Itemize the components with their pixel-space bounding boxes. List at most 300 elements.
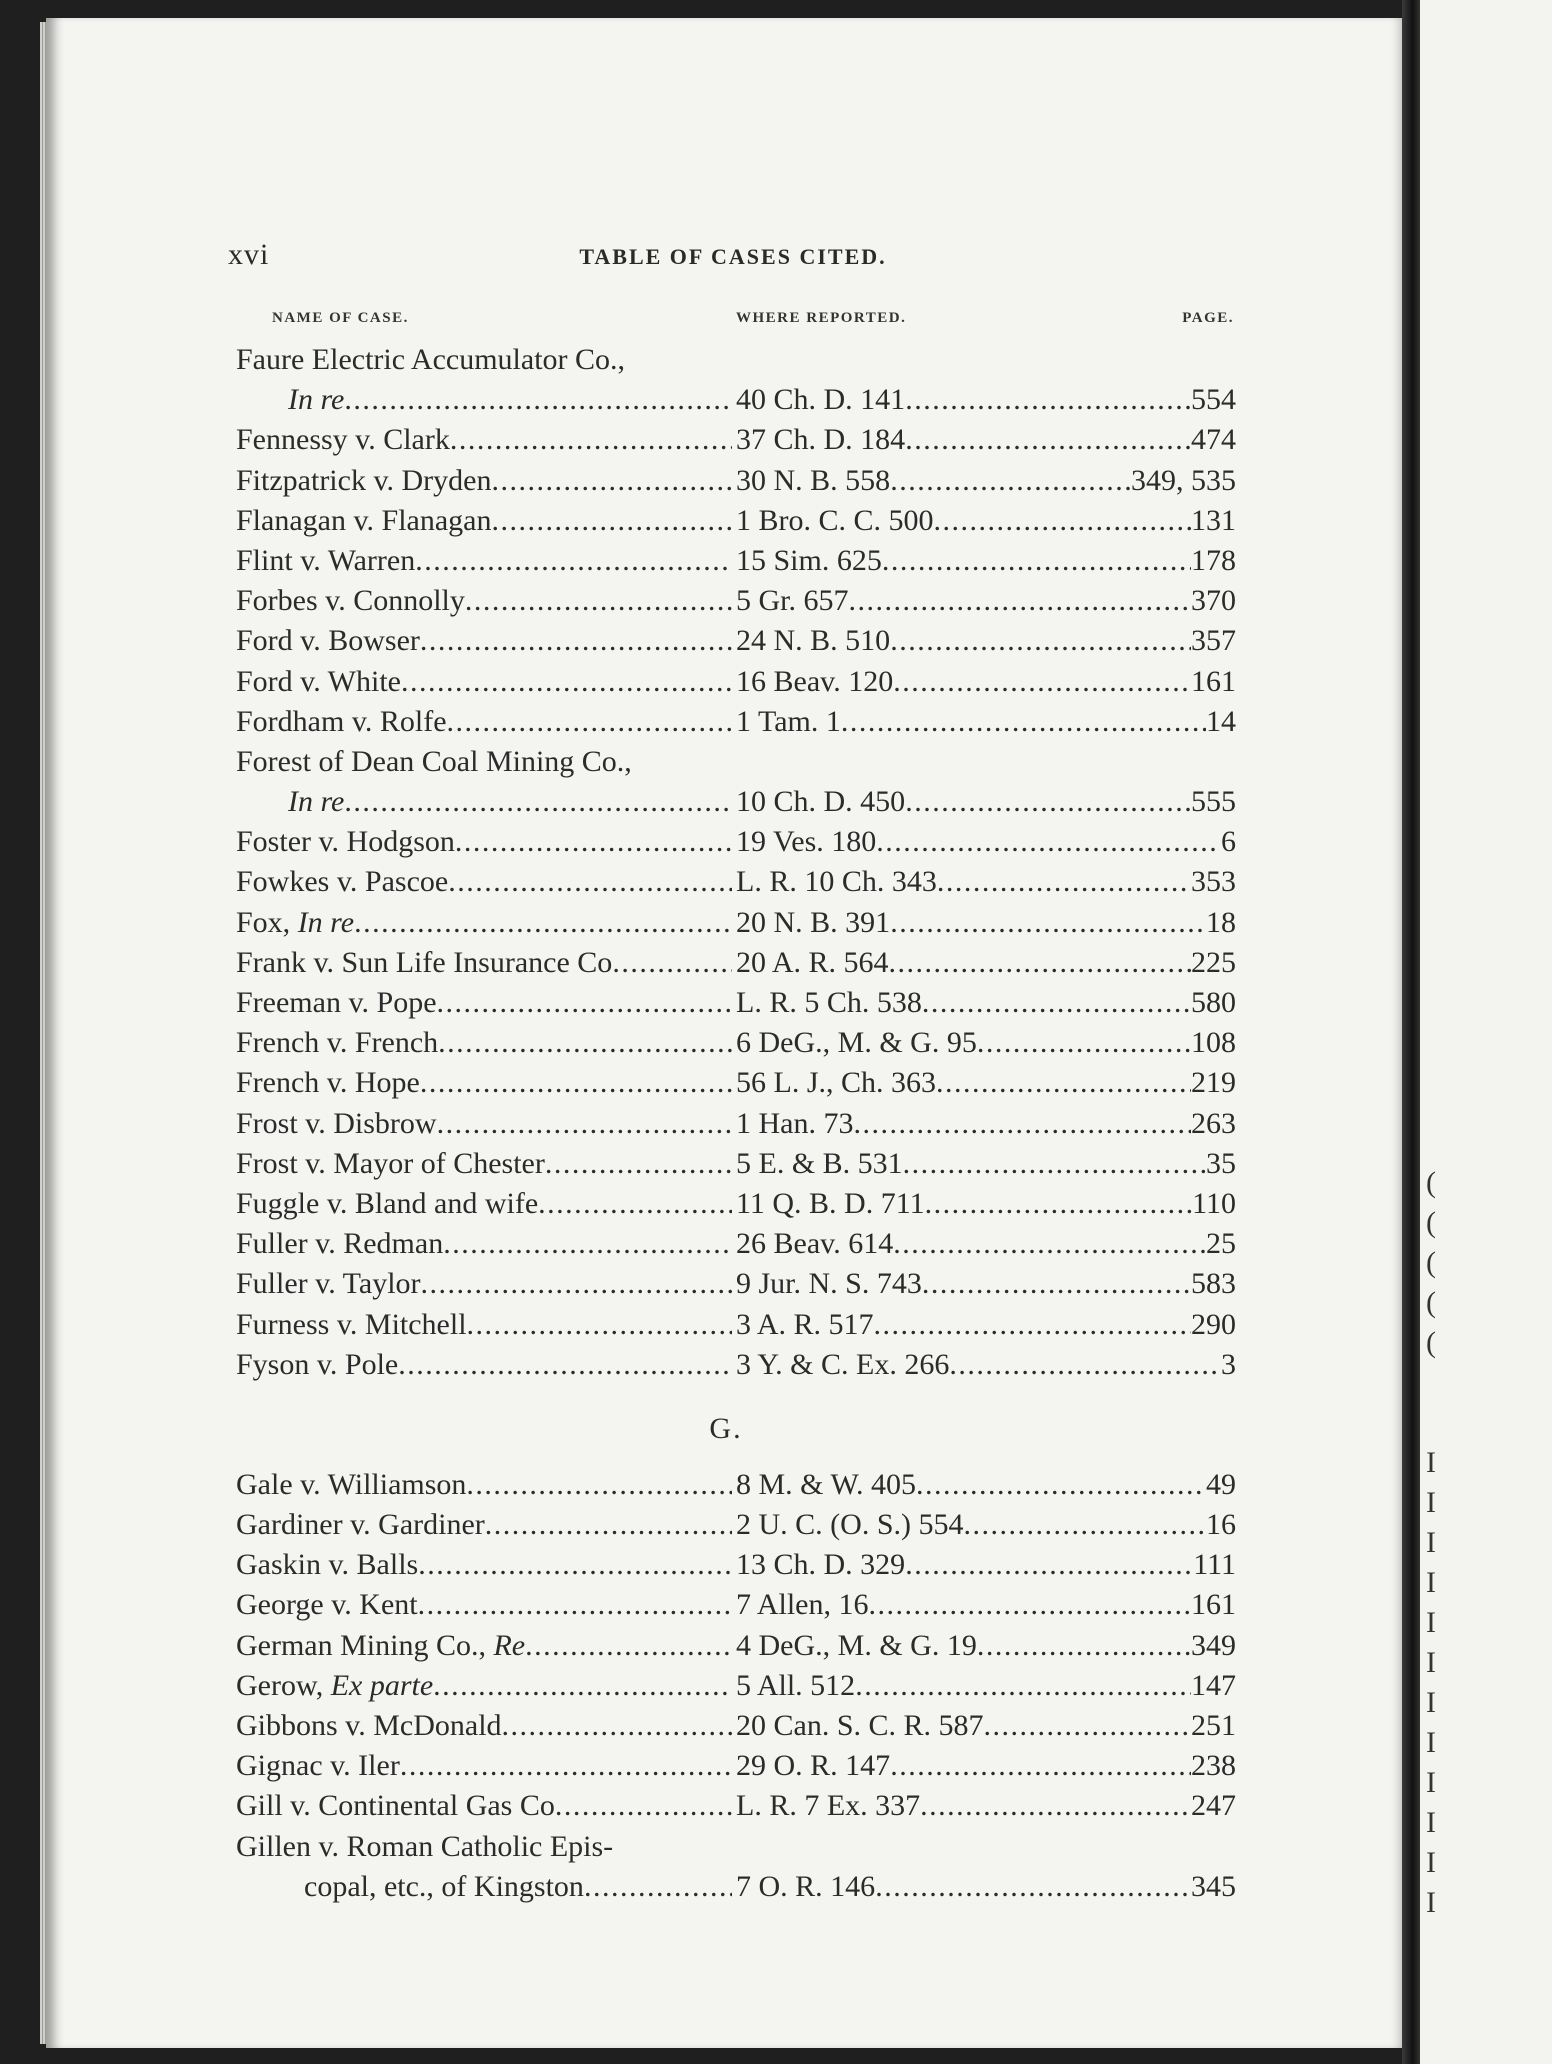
table-row bbox=[236, 1867, 1236, 1907]
case-name-roman: George v. Kent bbox=[236, 1588, 418, 1622]
leader-dots bbox=[418, 1585, 732, 1625]
where-reported-text: 40 Ch. D. 141 bbox=[736, 383, 906, 417]
case-name-text bbox=[236, 420, 450, 460]
where-reported-text: 13 Ch. D. 329 bbox=[736, 1548, 906, 1582]
page-number: 6 bbox=[1221, 825, 1236, 859]
facing-fragment: I bbox=[1426, 1486, 1436, 1519]
leader-dots bbox=[890, 903, 1206, 943]
page-number: 49 bbox=[1206, 1467, 1236, 1501]
leader-dots bbox=[937, 862, 1191, 902]
case-name bbox=[236, 862, 732, 902]
case-name-roman: Gerow, bbox=[236, 1668, 331, 1702]
facing-fragment: ( bbox=[1426, 1246, 1436, 1279]
case-name-text bbox=[236, 862, 448, 902]
case-name-text bbox=[236, 461, 491, 501]
case-name-roman: Gill v. Continental Gas Co bbox=[236, 1789, 555, 1823]
facing-fragment: ( bbox=[1426, 1326, 1436, 1359]
case-name-roman: Fox, bbox=[236, 905, 298, 939]
leader-dots bbox=[455, 822, 732, 862]
leader-dots bbox=[400, 1746, 732, 1786]
case-name-text bbox=[236, 702, 447, 742]
leader-dots bbox=[905, 420, 1191, 460]
table-row bbox=[236, 1345, 1236, 1385]
where-reported-text: 56 L. J., Ch. 363 bbox=[736, 1066, 937, 1100]
page-number: 35 bbox=[1206, 1146, 1236, 1180]
section-letter bbox=[236, 1385, 1236, 1465]
where-reported bbox=[732, 1505, 1236, 1545]
case-name-text bbox=[236, 581, 465, 621]
column-heading-name: NAME OF CASE. bbox=[272, 310, 409, 326]
case-name-italic: In re bbox=[288, 785, 345, 819]
leader-dots bbox=[545, 1144, 732, 1184]
leader-dots bbox=[893, 662, 1191, 702]
leader-dots bbox=[438, 1023, 732, 1063]
case-name bbox=[236, 822, 732, 862]
case-table bbox=[236, 340, 1236, 1907]
where-reported-text: 5 E. & B. 531 bbox=[736, 1146, 903, 1180]
table-row bbox=[236, 621, 1236, 661]
leader-dots bbox=[491, 501, 732, 541]
where-reported bbox=[732, 782, 1236, 822]
case-name bbox=[236, 1666, 732, 1706]
case-name-roman: Fyson v. Pole bbox=[236, 1347, 399, 1381]
table-row bbox=[236, 983, 1236, 1023]
where-reported-text: 20 A. R. 564 bbox=[736, 945, 889, 979]
table-row bbox=[236, 1184, 1236, 1224]
where-reported bbox=[732, 541, 1236, 581]
case-name-text bbox=[236, 1545, 418, 1585]
leader-dots bbox=[344, 782, 732, 822]
leader-dots bbox=[421, 1264, 732, 1304]
case-name-roman: Fuller v. Redman bbox=[236, 1227, 444, 1261]
table-row bbox=[236, 943, 1236, 983]
case-name-roman: Fordham v. Rolfe bbox=[236, 704, 447, 738]
where-reported-text: L. R. 7 Ex. 337 bbox=[736, 1789, 921, 1823]
where-reported-text: 20 Can. S. C. R. 587 bbox=[736, 1709, 984, 1742]
leader-dots bbox=[525, 1626, 732, 1666]
leader-dots bbox=[903, 1144, 1206, 1184]
case-name-text bbox=[236, 380, 344, 420]
case-name bbox=[236, 1867, 732, 1907]
case-name-roman: French v. Hope bbox=[236, 1066, 420, 1100]
case-name bbox=[236, 621, 732, 661]
table-row bbox=[236, 862, 1236, 902]
case-name-roman: Flint v. Warren bbox=[236, 543, 416, 577]
where-reported-text: 4 DeG., M. & G. 19 bbox=[736, 1628, 977, 1662]
where-reported bbox=[732, 1264, 1236, 1304]
leader-dots bbox=[398, 1345, 732, 1385]
case-name bbox=[236, 541, 732, 581]
page-number: 353 bbox=[1191, 865, 1236, 899]
leader-dots bbox=[889, 943, 1191, 983]
page-number: 16 bbox=[1206, 1508, 1236, 1542]
where-reported bbox=[732, 822, 1236, 862]
where-reported-text: 37 Ch. D. 184 bbox=[736, 423, 906, 457]
book-gutter bbox=[1402, 0, 1420, 2064]
case-name-text bbox=[236, 903, 354, 943]
case-name bbox=[236, 943, 732, 983]
leader-dots bbox=[905, 1545, 1193, 1585]
folio: xvi bbox=[228, 238, 270, 271]
page-number: 554 bbox=[1191, 383, 1236, 417]
case-name-roman: Ford v. Bowser bbox=[236, 624, 420, 658]
case-name-text bbox=[236, 1224, 443, 1264]
case-name-roman: Gale v. Williamson bbox=[236, 1467, 467, 1501]
where-reported-text: 20 N. B. 391 bbox=[736, 905, 891, 939]
where-reported bbox=[732, 501, 1236, 541]
where-reported-text: 2 U. C. (O. S.) 554 bbox=[736, 1508, 964, 1542]
table-row bbox=[236, 1023, 1236, 1063]
where-reported-text: 5 Gr. 657 bbox=[736, 584, 849, 618]
case-name-text bbox=[236, 983, 437, 1023]
case-name-roman: Gardiner v. Gardiner bbox=[236, 1508, 485, 1542]
leader-dots bbox=[920, 1786, 1191, 1826]
page-number: 178 bbox=[1191, 543, 1236, 577]
where-reported bbox=[732, 1545, 1236, 1585]
facing-fragment: I bbox=[1426, 1846, 1436, 1879]
leader-dots bbox=[934, 501, 1191, 541]
page-number: 345 bbox=[1191, 1869, 1236, 1903]
case-name-roman: French v. French bbox=[236, 1026, 439, 1060]
leader-dots bbox=[977, 1023, 1191, 1063]
case-name-text bbox=[236, 1505, 485, 1545]
where-reported bbox=[732, 702, 1236, 742]
case-name-text bbox=[236, 943, 612, 983]
where-reported bbox=[732, 943, 1236, 983]
where-reported bbox=[732, 1305, 1236, 1345]
leader-dots bbox=[890, 621, 1191, 661]
where-reported bbox=[732, 1706, 1236, 1746]
where-reported-text: 7 O. R. 146 bbox=[736, 1869, 876, 1903]
case-name-roman: Furness v. Mitchell bbox=[236, 1307, 467, 1341]
table-row bbox=[236, 1505, 1236, 1545]
leader-dots bbox=[922, 983, 1191, 1023]
case-name-text bbox=[236, 1786, 555, 1826]
table-row bbox=[236, 1224, 1236, 1264]
page-number: 110 bbox=[1192, 1186, 1236, 1220]
page-number: 14 bbox=[1206, 704, 1236, 738]
case-name-text bbox=[236, 340, 625, 380]
case-name-text bbox=[236, 1184, 538, 1224]
case-name bbox=[236, 1144, 732, 1184]
case-name-text bbox=[236, 1626, 525, 1666]
leader-dots bbox=[450, 420, 732, 460]
facing-fragment: I bbox=[1426, 1726, 1436, 1759]
leader-dots bbox=[401, 662, 732, 702]
case-name-italic: Ex parte bbox=[330, 1668, 434, 1702]
table-row bbox=[236, 1104, 1236, 1144]
case-name-roman: Fuggle v. Bland and wife bbox=[236, 1186, 539, 1220]
table-row bbox=[236, 1786, 1236, 1826]
leader-dots bbox=[448, 862, 732, 902]
case-name-text bbox=[236, 1305, 467, 1345]
leader-dots bbox=[876, 822, 1216, 862]
table-row bbox=[236, 1827, 1236, 1867]
table-row bbox=[236, 1585, 1236, 1625]
leader-dots bbox=[584, 1867, 732, 1907]
facing-fragment: ( bbox=[1426, 1166, 1436, 1199]
case-name-roman: Forest of Dean Coal Mining Co., bbox=[236, 744, 632, 778]
leader-dots bbox=[465, 581, 732, 621]
case-name bbox=[236, 983, 732, 1023]
case-name bbox=[236, 702, 732, 742]
case-name-text bbox=[236, 1144, 545, 1184]
case-name bbox=[236, 1305, 732, 1345]
case-name-text bbox=[236, 1465, 466, 1505]
column-heading-page: PAGE. bbox=[1182, 310, 1234, 326]
table-row bbox=[236, 541, 1236, 581]
leader-dots bbox=[855, 1666, 1191, 1706]
facing-fragment: I bbox=[1426, 1686, 1436, 1719]
leader-dots bbox=[344, 380, 732, 420]
page-number: 580 bbox=[1191, 986, 1236, 1019]
case-name-text bbox=[236, 621, 420, 661]
case-name-roman: Ford v. White bbox=[236, 664, 401, 698]
case-name bbox=[236, 1545, 732, 1585]
table-row bbox=[236, 420, 1236, 460]
facing-page bbox=[1420, 0, 1552, 2064]
case-name-roman: Foster v. Hodgson bbox=[236, 825, 455, 859]
table-row bbox=[236, 340, 1236, 380]
where-reported-text: L. R. 10 Ch. 343 bbox=[736, 865, 937, 899]
case-name bbox=[236, 1224, 732, 1264]
where-reported-text: 26 Beav. 614 bbox=[736, 1227, 894, 1261]
table-row bbox=[236, 702, 1236, 742]
where-reported bbox=[732, 1867, 1236, 1907]
case-name-italic: In re bbox=[297, 905, 355, 939]
case-name bbox=[236, 1063, 732, 1103]
facing-fragment: I bbox=[1426, 1886, 1436, 1919]
case-name-roman: Fowkes v. Pascoe bbox=[236, 865, 449, 899]
leader-dots bbox=[467, 1305, 732, 1345]
leader-dots bbox=[418, 1545, 732, 1585]
where-reported-text: 9 Jur. N. S. 743 bbox=[736, 1267, 922, 1301]
case-name-roman: Gaskin v. Balls bbox=[236, 1548, 419, 1582]
leader-dots bbox=[916, 1465, 1206, 1505]
case-name bbox=[236, 1345, 732, 1385]
leader-dots bbox=[925, 1184, 1192, 1224]
leader-dots bbox=[354, 903, 732, 943]
case-name-roman: Forbes v. Connolly bbox=[236, 584, 465, 618]
case-name bbox=[236, 1827, 732, 1867]
where-reported bbox=[732, 1666, 1236, 1706]
case-name-text bbox=[236, 1706, 502, 1746]
where-reported-text: 1 Tam. 1 bbox=[736, 704, 841, 738]
case-name-roman: German Mining Co., bbox=[236, 1628, 494, 1662]
where-reported-text: 1 Han. 73 bbox=[736, 1106, 854, 1140]
leader-dots bbox=[420, 621, 732, 661]
case-name-roman: Faure Electric Accumulator Co., bbox=[236, 343, 626, 376]
where-reported bbox=[732, 983, 1236, 1023]
leader-dots bbox=[443, 1224, 732, 1264]
where-reported-text: 6 DeG., M. & G. 95 bbox=[736, 1026, 977, 1060]
leader-dots bbox=[936, 1063, 1191, 1103]
case-name-roman: Fennessy v. Clark bbox=[236, 423, 450, 457]
table-row bbox=[236, 1264, 1236, 1304]
case-name-text bbox=[236, 742, 632, 782]
facing-fragment: I bbox=[1426, 1526, 1436, 1559]
case-name-italic: In re bbox=[288, 383, 345, 417]
case-name-roman: Flanagan v. Flanagan bbox=[236, 503, 492, 537]
case-name-text bbox=[236, 1666, 433, 1706]
page-number: 247 bbox=[1191, 1789, 1236, 1823]
where-reported bbox=[732, 1184, 1236, 1224]
table-row bbox=[236, 1746, 1236, 1786]
leader-dots bbox=[893, 1224, 1206, 1264]
case-name bbox=[236, 1585, 732, 1625]
page-number: 251 bbox=[1191, 1709, 1236, 1742]
where-reported bbox=[732, 1023, 1236, 1063]
case-name-roman: Fuller v. Taylor bbox=[236, 1267, 421, 1301]
case-name-text bbox=[236, 1264, 421, 1304]
page-number: 474 bbox=[1191, 423, 1236, 457]
page-number: 225 bbox=[1191, 945, 1236, 979]
where-reported bbox=[732, 380, 1236, 420]
page-number: 357 bbox=[1191, 624, 1236, 658]
case-name-text bbox=[236, 1585, 418, 1625]
page-header bbox=[228, 238, 1238, 278]
leader-dots bbox=[874, 1305, 1191, 1345]
table-row bbox=[236, 380, 1236, 420]
case-name bbox=[236, 1465, 732, 1505]
case-name-roman: Gibbons v. McDonald bbox=[236, 1709, 502, 1742]
page-number: 349, 535 bbox=[1131, 463, 1236, 497]
case-name-text bbox=[236, 1746, 400, 1786]
leader-dots bbox=[905, 782, 1191, 822]
leader-dots bbox=[964, 1505, 1206, 1545]
table-row bbox=[236, 1626, 1236, 1666]
leader-dots bbox=[949, 1345, 1216, 1385]
leader-dots bbox=[420, 1063, 732, 1103]
page-number: 555 bbox=[1191, 785, 1236, 819]
case-name bbox=[236, 903, 732, 943]
leader-dots bbox=[869, 1585, 1192, 1625]
where-reported bbox=[732, 1144, 1236, 1184]
case-name-text bbox=[236, 1023, 438, 1063]
case-name-roman: copal, etc., of Kingston bbox=[304, 1869, 584, 1903]
leader-dots bbox=[447, 702, 732, 742]
where-reported-text: 3 A. R. 517 bbox=[736, 1307, 874, 1341]
column-headings bbox=[268, 310, 1234, 334]
running-title: TABLE OF CASES CITED. bbox=[579, 244, 887, 269]
leader-dots bbox=[905, 380, 1191, 420]
page-number: 349 bbox=[1191, 1628, 1236, 1662]
page-number: 370 bbox=[1191, 584, 1236, 618]
table-row bbox=[236, 1305, 1236, 1345]
where-reported-text: 15 Sim. 625 bbox=[736, 543, 882, 577]
table-row bbox=[236, 1144, 1236, 1184]
where-reported bbox=[732, 1224, 1236, 1264]
facing-fragment: I bbox=[1426, 1646, 1436, 1679]
leader-dots bbox=[538, 1184, 732, 1224]
table-row bbox=[236, 782, 1236, 822]
case-name-text bbox=[236, 1063, 420, 1103]
leader-dots bbox=[555, 1786, 732, 1826]
facing-fragment: I bbox=[1426, 1766, 1436, 1799]
case-name bbox=[236, 1505, 732, 1545]
facing-fragment: I bbox=[1426, 1566, 1436, 1599]
column-heading-where: WHERE REPORTED. bbox=[736, 310, 907, 326]
leader-dots bbox=[433, 1666, 732, 1706]
leader-dots bbox=[977, 1626, 1191, 1666]
leader-dots bbox=[984, 1706, 1191, 1746]
where-reported-text: 8 M. & W. 405 bbox=[736, 1467, 917, 1501]
where-reported-text: 11 Q. B. D. 711 bbox=[736, 1186, 925, 1220]
facing-fragment: I bbox=[1426, 1606, 1436, 1639]
page-number: 111 bbox=[1193, 1548, 1236, 1582]
page-number: 219 bbox=[1191, 1066, 1236, 1100]
where-reported bbox=[732, 1746, 1236, 1786]
where-reported-text: 5 All. 512 bbox=[736, 1668, 856, 1702]
case-name-roman: Fitzpatrick v. Dryden bbox=[236, 463, 492, 497]
case-name bbox=[236, 1184, 732, 1224]
leader-dots bbox=[882, 541, 1191, 581]
case-name bbox=[236, 581, 732, 621]
leader-dots bbox=[612, 943, 732, 983]
case-name bbox=[236, 1264, 732, 1304]
leader-dots bbox=[437, 983, 732, 1023]
where-reported-text: 29 O. R. 147 bbox=[736, 1749, 891, 1783]
table-row bbox=[236, 1063, 1236, 1103]
where-reported bbox=[732, 581, 1236, 621]
case-name-text bbox=[236, 1345, 398, 1385]
table-row bbox=[236, 1666, 1236, 1706]
facing-fragment: ( bbox=[1426, 1286, 1436, 1319]
page-number: 25 bbox=[1206, 1227, 1236, 1261]
page-number: 238 bbox=[1191, 1749, 1236, 1783]
where-reported-text: 10 Ch. D. 450 bbox=[736, 785, 906, 819]
page-number: 263 bbox=[1191, 1106, 1236, 1140]
leader-dots bbox=[437, 1104, 732, 1144]
leader-dots bbox=[466, 1465, 732, 1505]
case-name-text bbox=[236, 501, 491, 541]
table-row bbox=[236, 1706, 1236, 1746]
facing-fragment: I bbox=[1426, 1806, 1436, 1839]
case-name bbox=[236, 380, 732, 420]
where-reported bbox=[732, 461, 1236, 501]
table-row bbox=[236, 742, 1236, 782]
leader-dots bbox=[890, 1746, 1191, 1786]
leader-dots bbox=[853, 1104, 1191, 1144]
table-row bbox=[236, 461, 1236, 501]
where-reported bbox=[732, 1626, 1236, 1666]
table-row bbox=[236, 903, 1236, 943]
where-reported-text: 30 N. B. 558 bbox=[736, 463, 891, 497]
where-reported-text: 3 Y. & C. Ex. 266 bbox=[736, 1347, 950, 1381]
page-number: 147 bbox=[1191, 1668, 1236, 1702]
where-reported-text: 24 N. B. 510 bbox=[736, 624, 891, 658]
case-name bbox=[236, 1626, 732, 1666]
leader-dots bbox=[485, 1505, 732, 1545]
table-row bbox=[236, 662, 1236, 702]
case-name-roman: Gignac v. Iler bbox=[236, 1749, 400, 1783]
case-name bbox=[236, 1023, 732, 1063]
table-row bbox=[236, 501, 1236, 541]
case-name-text bbox=[236, 1827, 613, 1867]
table-row bbox=[236, 822, 1236, 862]
page-number: 3 bbox=[1221, 1347, 1236, 1381]
case-name bbox=[236, 1746, 732, 1786]
case-name-text bbox=[236, 822, 455, 862]
table-row bbox=[236, 581, 1236, 621]
case-name-text bbox=[236, 1104, 437, 1144]
case-name-roman: Freeman v. Pope bbox=[236, 986, 437, 1019]
case-name-roman: Frank v. Sun Life Insurance Co bbox=[236, 945, 613, 979]
page-number: 290 bbox=[1191, 1307, 1236, 1341]
case-name-text bbox=[236, 541, 415, 581]
leader-dots bbox=[890, 461, 1131, 501]
case-name bbox=[236, 340, 732, 380]
